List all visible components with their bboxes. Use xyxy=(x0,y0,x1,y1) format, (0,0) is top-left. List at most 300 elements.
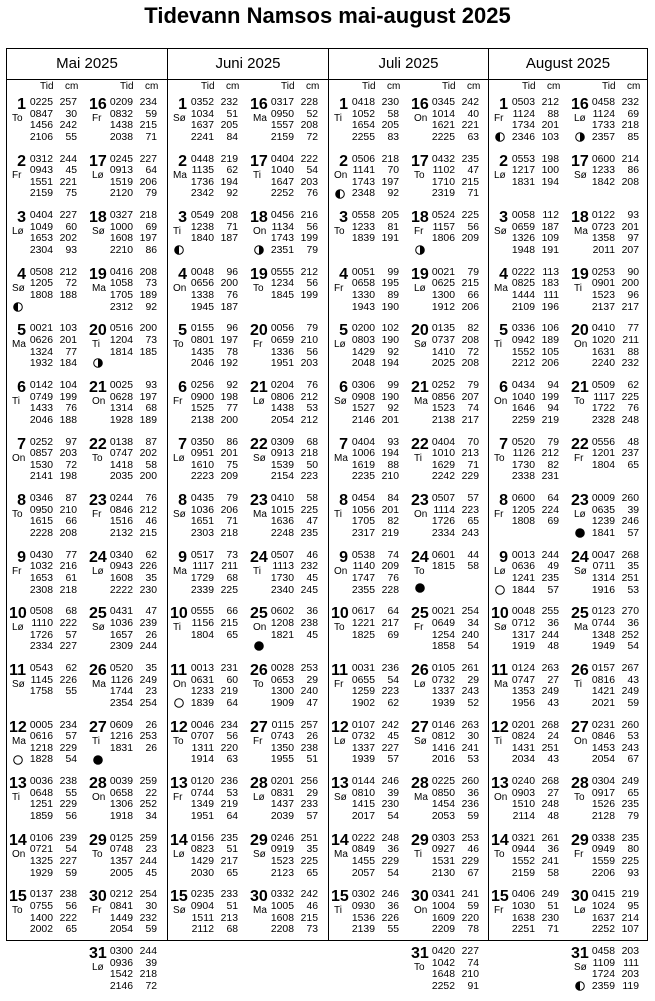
tide-row xyxy=(350,188,408,200)
tide-row xyxy=(590,120,648,132)
moon-first-quarter-icon xyxy=(335,186,345,196)
tide-list xyxy=(590,776,648,822)
tide-row xyxy=(590,844,648,856)
tide-row xyxy=(28,889,86,901)
tide-height: 53 xyxy=(306,403,318,415)
tide-row xyxy=(269,844,327,856)
tide-time: 1357 xyxy=(109,855,133,867)
tide-height: 219 xyxy=(381,527,399,539)
tide-height: 88 xyxy=(547,108,559,120)
tide-height: 242 xyxy=(461,97,479,108)
tide-time: 0420 xyxy=(431,946,455,957)
weekday-label: Ma xyxy=(173,169,187,181)
tide-time: 1557 xyxy=(270,120,294,132)
tide-row xyxy=(590,856,648,868)
tide-time: 2106 xyxy=(29,131,53,143)
tide-row xyxy=(269,165,327,177)
tide-time: 1646 xyxy=(511,403,535,415)
day-number: 7 xyxy=(339,435,348,453)
tide-list xyxy=(269,323,327,369)
tide-row xyxy=(510,154,568,166)
tide-list xyxy=(189,550,247,596)
day-number: 19 xyxy=(250,265,268,283)
tide-list xyxy=(430,154,488,200)
tide-time: 2046 xyxy=(29,414,53,426)
tide-row xyxy=(590,731,648,743)
tide-row xyxy=(108,663,166,675)
weekday-label: Lø xyxy=(334,339,346,351)
weekday-label: To xyxy=(253,679,264,690)
tide-time: 2259 xyxy=(511,414,535,426)
tide-height: 45 xyxy=(387,731,399,743)
weekday-label: Fr xyxy=(414,226,424,238)
tide-height: 218 xyxy=(139,210,157,222)
moon-new-icon xyxy=(415,580,425,590)
tide-time: 1000 xyxy=(109,221,133,233)
tide-row xyxy=(350,347,408,359)
tide-row xyxy=(430,210,488,222)
tide-time: 0747 xyxy=(109,448,133,460)
tide-time: 1454 xyxy=(431,799,455,811)
tide-height: 99 xyxy=(387,266,399,278)
tide-row xyxy=(590,663,648,675)
tide-height: 231 xyxy=(220,663,238,674)
tide-height: 26 xyxy=(145,719,157,731)
tide-row xyxy=(269,177,327,189)
tide-height: 206 xyxy=(541,358,559,370)
tide-row xyxy=(108,550,166,562)
weekday-label: To xyxy=(494,452,505,464)
tide-height: 49 xyxy=(547,561,559,573)
tide-row xyxy=(108,698,166,710)
day-entry xyxy=(571,662,649,718)
tide-height: 36 xyxy=(306,606,318,618)
tide-row xyxy=(28,663,86,675)
tide-height: 65 xyxy=(467,516,479,528)
tide-height: 218 xyxy=(139,969,157,981)
tide-time: 0146 xyxy=(431,719,455,731)
day-number: 9 xyxy=(339,548,348,566)
tide-height: 77 xyxy=(627,323,639,335)
tide-table xyxy=(6,48,648,992)
tide-height: 65 xyxy=(65,924,77,936)
tide-time: 0841 xyxy=(109,900,133,912)
tide-height: 239 xyxy=(139,617,157,629)
tide-row xyxy=(590,437,648,449)
day-entry xyxy=(411,322,489,378)
day-entry xyxy=(89,153,167,209)
tide-row xyxy=(189,698,247,710)
weekday-label: Ti xyxy=(92,339,100,351)
tide-height: 236 xyxy=(461,799,479,811)
tide-height: 216 xyxy=(59,561,77,573)
tide-row xyxy=(510,132,568,144)
tide-height: 217 xyxy=(381,617,399,629)
tide-time: 1608 xyxy=(109,572,133,584)
tide-time: 0520 xyxy=(109,663,133,674)
tide-row xyxy=(189,505,247,517)
tide-height: 199 xyxy=(59,391,77,403)
tide-time: 0509 xyxy=(591,380,615,391)
tide-row xyxy=(269,686,327,698)
day-entry xyxy=(331,153,409,209)
tide-list xyxy=(189,437,247,483)
tide-time: 1653 xyxy=(29,233,53,245)
tide-time: 2132 xyxy=(109,527,133,539)
tide-height: 57 xyxy=(65,731,77,743)
tide-row xyxy=(510,663,568,675)
tide-row xyxy=(269,776,327,788)
tide-list xyxy=(269,210,327,256)
tide-height: 45 xyxy=(145,867,157,879)
tide-row xyxy=(430,743,488,755)
tide-height: 105 xyxy=(541,346,559,358)
day-entry xyxy=(411,775,489,831)
tide-list xyxy=(510,154,568,189)
tide-height: 54 xyxy=(306,165,318,177)
tide-row xyxy=(590,278,648,290)
tide-height: 70 xyxy=(467,436,479,448)
tide-time: 1040 xyxy=(270,165,294,177)
day-number: 7 xyxy=(17,435,26,453)
tide-row xyxy=(430,913,488,925)
tide-row xyxy=(28,335,86,347)
tide-height: 200 xyxy=(220,278,238,290)
tide-height: 82 xyxy=(387,516,399,528)
day-number: 10 xyxy=(331,605,349,623)
tide-row xyxy=(590,380,648,392)
tide-height: 48 xyxy=(547,810,559,822)
tide-row xyxy=(269,833,327,845)
tide-time: 0137 xyxy=(29,889,53,901)
tide-row xyxy=(28,811,86,823)
tide-time: 0222 xyxy=(511,266,535,278)
tide-row xyxy=(189,335,247,347)
day-entry xyxy=(9,719,87,775)
tide-row xyxy=(189,743,247,755)
day-number: 25 xyxy=(571,605,589,623)
tide-time: 1912 xyxy=(431,301,455,313)
day-number: 15 xyxy=(9,888,27,906)
tide-row xyxy=(269,460,327,472)
tide-row xyxy=(28,788,86,800)
tide-height: 238 xyxy=(59,889,77,901)
day-entry xyxy=(9,605,87,661)
tide-height: 96 xyxy=(627,289,639,301)
tide-row xyxy=(28,754,86,766)
day-number: 21 xyxy=(411,379,429,396)
col-tid-label: Tid xyxy=(120,81,134,92)
tide-row xyxy=(350,448,408,460)
tide-time: 2138 xyxy=(190,414,214,426)
day-entry xyxy=(170,322,248,378)
tide-height: 198 xyxy=(59,471,77,483)
tide-row xyxy=(590,833,648,845)
tide-row xyxy=(189,267,247,279)
tide-height: 257 xyxy=(59,97,77,108)
tide-height: 201 xyxy=(541,120,559,132)
tide-row xyxy=(590,981,648,993)
tide-row xyxy=(189,188,247,200)
tide-height: 188 xyxy=(59,414,77,426)
weekday-label: On xyxy=(12,452,26,464)
day-entry xyxy=(411,379,489,435)
day-number: 11 xyxy=(491,662,508,679)
tide-height: 54 xyxy=(65,754,77,766)
tide-height: 69 xyxy=(387,629,399,641)
tide-time: 1348 xyxy=(591,629,615,641)
day-number: 9 xyxy=(499,548,508,566)
tide-list xyxy=(430,550,488,573)
tide-row xyxy=(510,460,568,472)
day-number: 17 xyxy=(571,152,589,170)
day-entry xyxy=(9,436,87,492)
tide-time: 1939 xyxy=(351,754,375,766)
tide-row xyxy=(108,844,166,856)
tide-height: 190 xyxy=(381,334,399,346)
tide-time: 0246 xyxy=(270,832,294,844)
tide-time: 2248 xyxy=(270,527,294,539)
day-entry xyxy=(250,832,328,888)
tide-time: 1945 xyxy=(190,301,214,313)
tide-height: 268 xyxy=(621,549,639,561)
tide-height: 219 xyxy=(541,414,559,426)
tide-list xyxy=(590,437,648,472)
tide-time: 1552 xyxy=(511,346,535,358)
tide-height: 190 xyxy=(381,391,399,403)
tide-row xyxy=(430,788,488,800)
tide-time: 1629 xyxy=(431,459,455,471)
tide-time: 0458 xyxy=(591,97,615,108)
tide-row xyxy=(28,154,86,166)
tide-row xyxy=(350,675,408,687)
tide-row xyxy=(430,403,488,415)
tide-height: 228 xyxy=(381,584,399,596)
day-number: 29 xyxy=(89,831,107,849)
tide-height: 215 xyxy=(220,617,238,629)
month-header: August 2025 xyxy=(489,49,647,80)
tide-height: 194 xyxy=(541,176,559,188)
tide-time: 1814 xyxy=(109,346,133,358)
tide-height: 221 xyxy=(461,120,479,132)
tide-height: 244 xyxy=(541,629,559,641)
tide-row xyxy=(510,347,568,359)
tide-time: 0418 xyxy=(351,97,375,108)
tide-time: 1510 xyxy=(511,799,535,811)
moon-new-icon xyxy=(254,638,264,648)
tide-height: 79 xyxy=(226,493,238,505)
tide-row xyxy=(590,323,648,335)
tide-time: 2138 xyxy=(431,414,455,426)
tide-time: 1036 xyxy=(190,504,214,516)
tide-time: 2308 xyxy=(29,584,53,596)
weekday-label: Lø xyxy=(92,169,104,181)
tide-row xyxy=(430,731,488,743)
tide-time: 0847 xyxy=(29,108,53,120)
weekday-label: To xyxy=(12,905,23,917)
weekday-label: Fr xyxy=(334,282,344,294)
tide-row xyxy=(510,471,568,483)
tide-time: 2240 xyxy=(591,358,615,370)
tide-height: 66 xyxy=(467,289,479,301)
tide-row xyxy=(590,448,648,460)
tide-height: 209 xyxy=(461,233,479,245)
tide-list xyxy=(350,323,408,369)
day-entry xyxy=(491,719,569,775)
tide-row xyxy=(590,165,648,177)
weekday-label: On xyxy=(253,622,267,634)
tide-time: 1610 xyxy=(190,459,214,471)
tide-time: 1314 xyxy=(109,403,133,415)
tide-time: 1113 xyxy=(272,561,294,573)
tide-list xyxy=(510,720,568,766)
tide-height: 84 xyxy=(387,493,399,505)
tide-time: 0553 xyxy=(511,153,535,165)
tide-row xyxy=(350,154,408,166)
day-number: 14 xyxy=(331,831,349,849)
day-entry xyxy=(170,832,248,888)
tide-time: 1449 xyxy=(109,912,133,924)
tide-height: 91 xyxy=(467,980,479,992)
tide-height: 60 xyxy=(65,221,77,233)
tide-height: 199 xyxy=(300,233,318,245)
tide-height: 45 xyxy=(65,165,77,177)
tide-time: 0458 xyxy=(591,946,615,957)
tide-height: 47 xyxy=(145,606,157,618)
tide-height: 230 xyxy=(381,799,399,811)
tide-height: 244 xyxy=(139,855,157,867)
tide-height: 93 xyxy=(387,436,399,448)
tide-row xyxy=(108,606,166,618)
tide-row xyxy=(350,686,408,698)
tide-height: 71 xyxy=(547,924,559,936)
tide-row xyxy=(269,323,327,335)
tide-row xyxy=(108,177,166,189)
month-header: Mai 2025 xyxy=(7,49,167,80)
moon-full-icon xyxy=(13,752,23,762)
day-number: 2 xyxy=(339,152,348,170)
weekday-label: On xyxy=(173,679,187,690)
tide-height: 216 xyxy=(300,210,318,222)
col-tid-label: Tid xyxy=(362,81,376,92)
tide-row xyxy=(189,120,247,132)
tide-time: 0058 xyxy=(511,210,535,222)
tide-height: 67 xyxy=(467,867,479,879)
tide-time: 0846 xyxy=(591,731,615,743)
tide-time: 0252 xyxy=(29,436,53,448)
tide-height: 219 xyxy=(220,686,238,698)
tide-row xyxy=(189,901,247,913)
tide-row xyxy=(108,120,166,132)
tide-time: 2348 xyxy=(351,188,375,200)
tide-time: 1032 xyxy=(29,561,53,573)
tide-time: 0336 xyxy=(511,323,535,335)
tide-row xyxy=(28,471,86,483)
weekday-label: To xyxy=(12,113,23,124)
tide-time: 0105 xyxy=(431,663,455,674)
tide-row xyxy=(269,585,327,597)
tide-time: 2159 xyxy=(29,188,53,200)
tide-height: 237 xyxy=(621,448,639,460)
tide-time: 1429 xyxy=(351,346,375,358)
tide-height: 226 xyxy=(139,561,157,573)
tide-height: 56 xyxy=(467,221,479,233)
tide-height: 79 xyxy=(467,266,479,278)
tide-time: 0524 xyxy=(431,210,455,222)
tide-row xyxy=(590,788,648,800)
moon-full-icon xyxy=(495,582,505,592)
tide-time: 0806 xyxy=(270,391,294,403)
tide-row xyxy=(269,448,327,460)
tide-row xyxy=(350,799,408,811)
col-cm-label: cm xyxy=(145,81,159,92)
tide-row xyxy=(510,585,568,597)
tide-height: 243 xyxy=(461,527,479,539)
tide-time: 1006 xyxy=(351,448,375,460)
tide-height: 251 xyxy=(541,742,559,754)
tide-height: 238 xyxy=(300,617,318,629)
tide-list xyxy=(590,267,648,313)
tide-row xyxy=(510,109,568,121)
weekday-label: Sø xyxy=(574,962,587,973)
tide-time: 2312 xyxy=(109,301,133,313)
tide-row xyxy=(108,392,166,404)
tide-row xyxy=(28,448,86,460)
tide-row xyxy=(269,278,327,290)
tide-time: 0051 xyxy=(351,266,375,278)
tide-row xyxy=(430,969,488,981)
tide-time: 1621 xyxy=(431,120,455,132)
tide-time: 0949 xyxy=(591,844,615,856)
day-entry xyxy=(170,549,248,605)
tide-time: 1110 xyxy=(31,617,53,629)
tide-time: 1135 xyxy=(191,165,214,177)
day-entry xyxy=(571,96,649,152)
day-number: 18 xyxy=(89,209,107,227)
day-entry xyxy=(89,662,167,718)
weekday-label: Lø xyxy=(12,226,24,238)
day-entry xyxy=(411,945,489,1001)
tide-time: 2252 xyxy=(270,188,294,200)
tide-list xyxy=(590,550,648,596)
day-number: 23 xyxy=(250,492,268,510)
tide-time: 2025 xyxy=(431,358,455,370)
day-entry xyxy=(411,209,489,265)
tide-list xyxy=(189,889,247,935)
tide-time: 0256 xyxy=(190,380,214,391)
day-entry xyxy=(571,549,649,605)
tide-time: 1444 xyxy=(511,289,535,301)
day-entry xyxy=(89,436,167,492)
tide-time: 0558 xyxy=(351,210,375,222)
tide-height: 51 xyxy=(226,900,238,912)
tide-time: 2002 xyxy=(29,924,53,936)
tide-row xyxy=(590,222,648,234)
tide-row xyxy=(510,924,568,936)
tide-height: 51 xyxy=(226,844,238,856)
tide-row xyxy=(510,448,568,460)
day-number: 22 xyxy=(250,435,268,453)
tide-row xyxy=(28,924,86,936)
tide-height: 54 xyxy=(467,641,479,653)
tide-time: 1523 xyxy=(431,403,455,415)
tide-time: 0415 xyxy=(591,889,615,901)
tide-row xyxy=(350,415,408,427)
tide-height: 79 xyxy=(627,810,639,822)
tide-time: 1808 xyxy=(29,289,53,301)
tide-row xyxy=(590,210,648,222)
tide-time: 0655 xyxy=(351,674,375,686)
